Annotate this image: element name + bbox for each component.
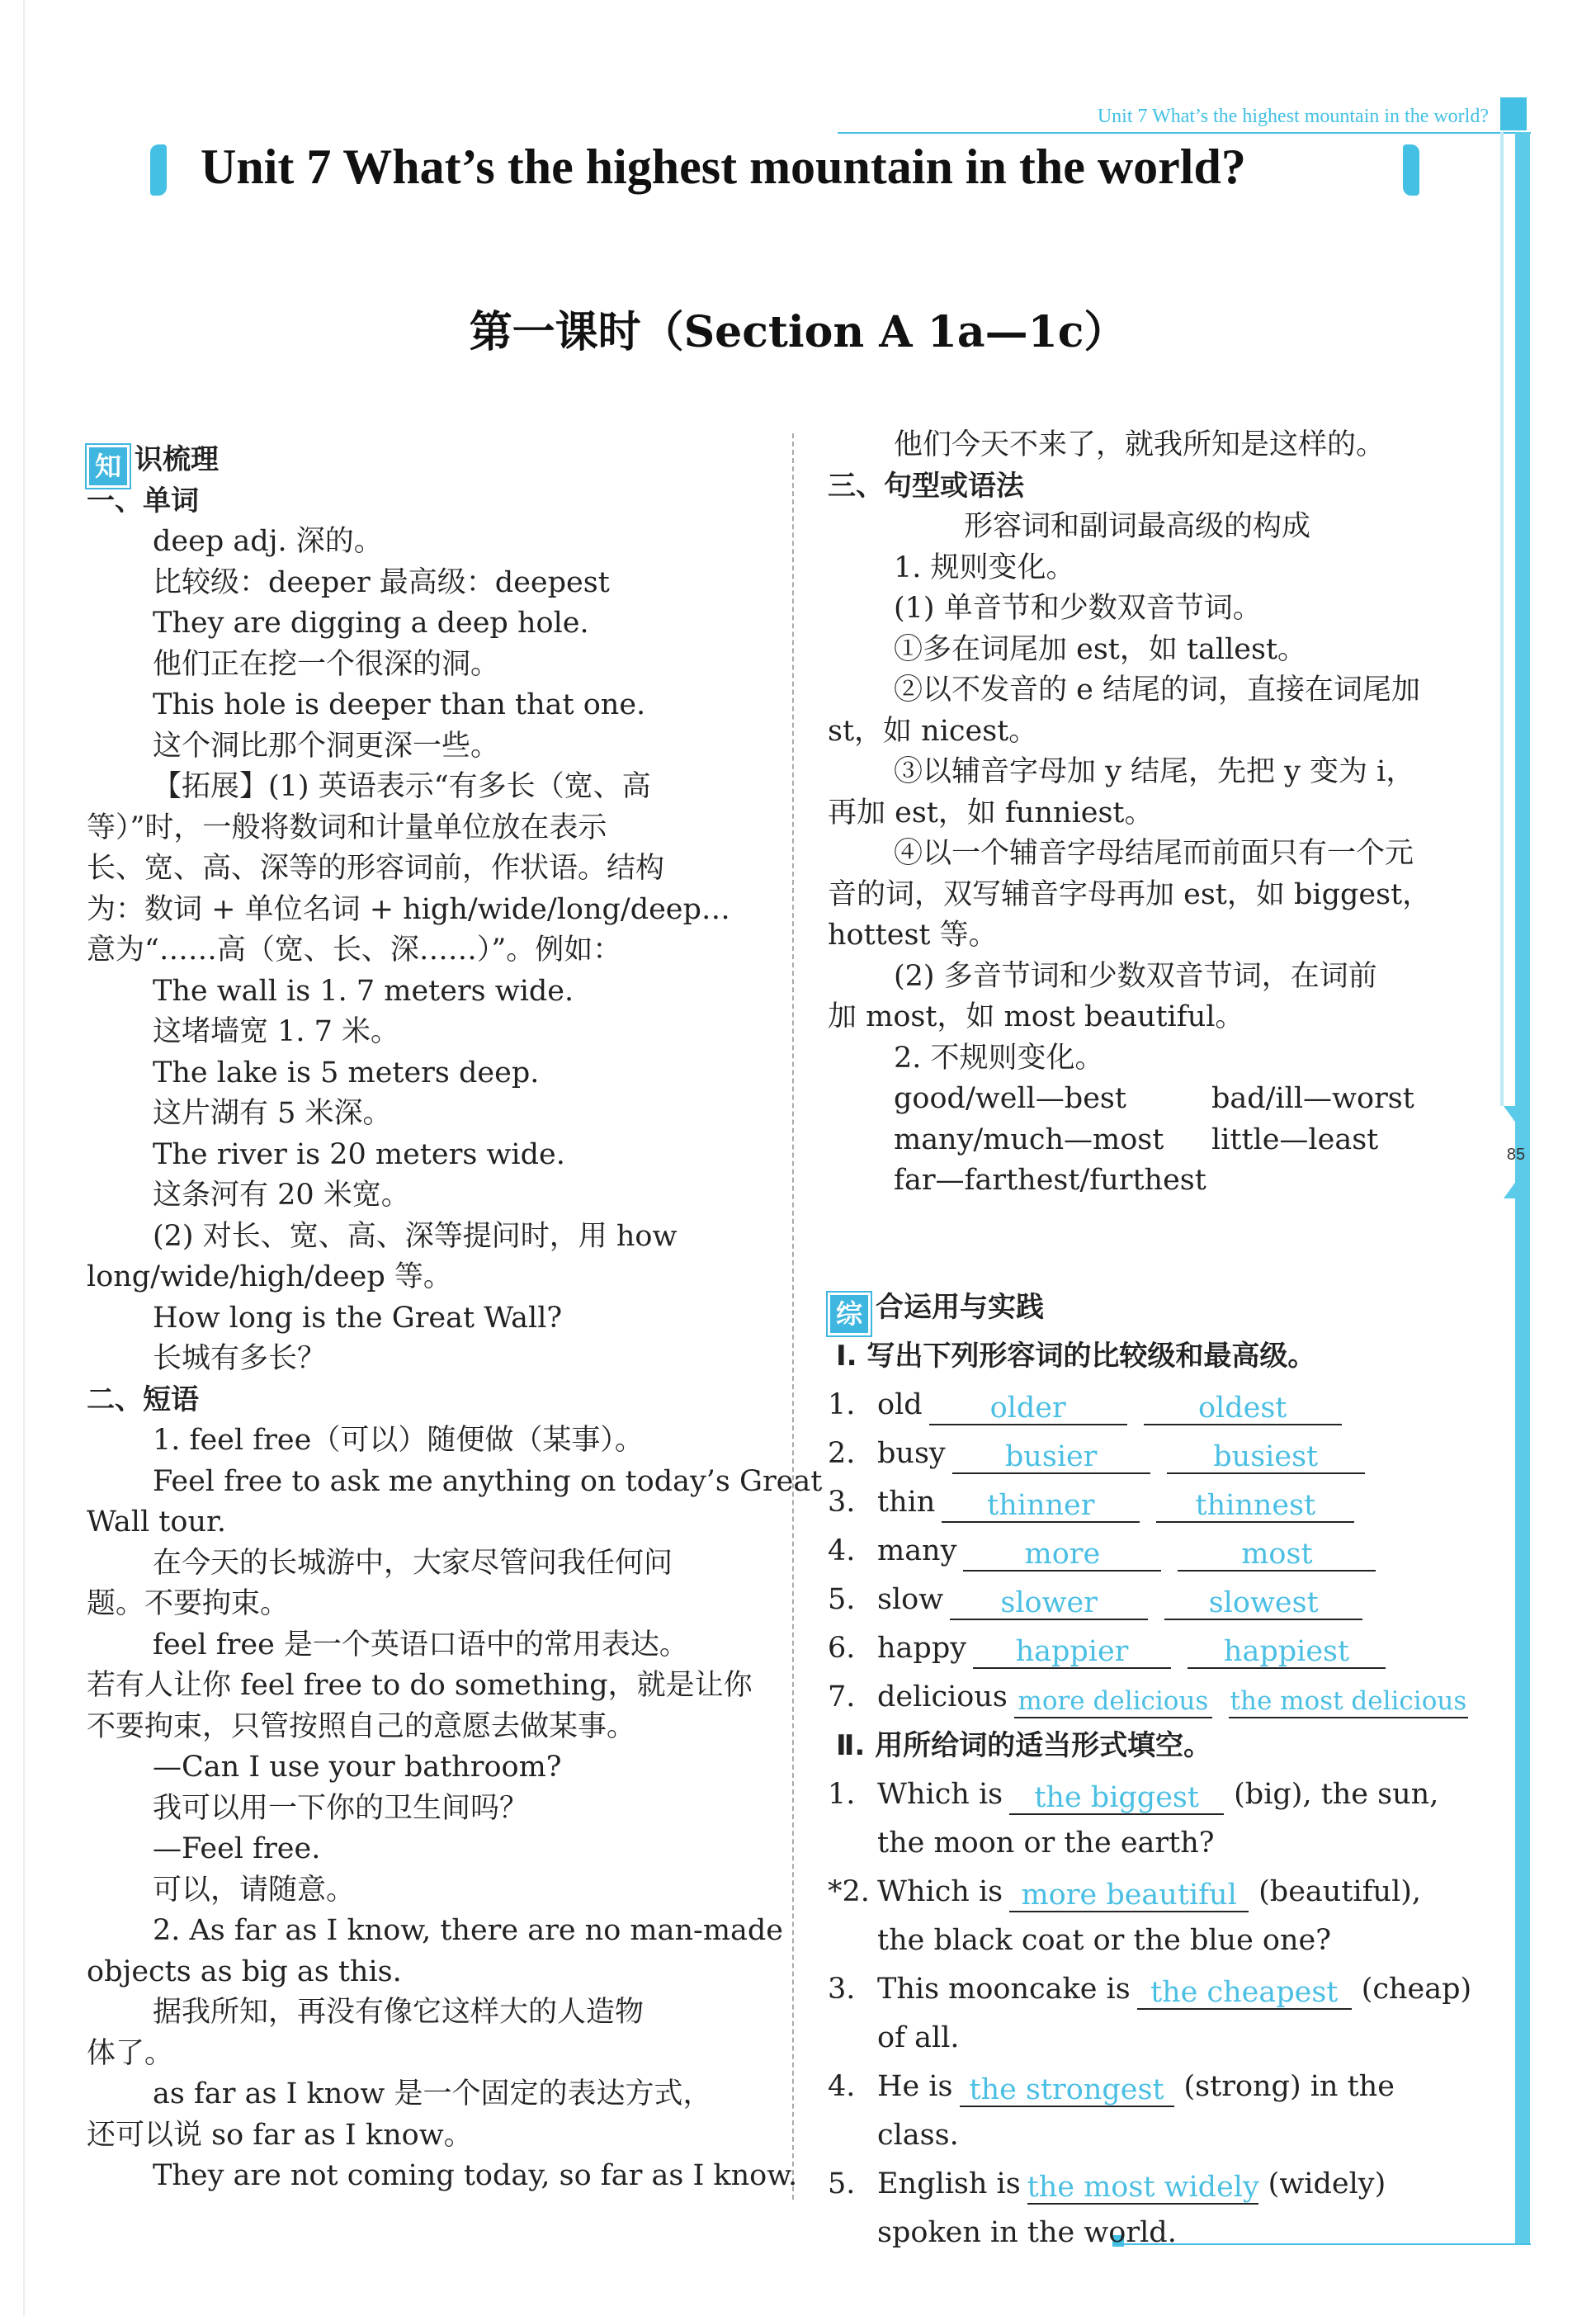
item-number: 5.: [828, 1583, 856, 1616]
text-line: 【拓展】(1) 英语表示“有多长（宽、高: [153, 770, 651, 803]
text-line: 意为“……高（宽、长、深……）”。例如：: [87, 933, 622, 967]
item-word: happy: [877, 1632, 966, 1665]
text-line: ④以一个辅音字母结尾而前面只有一个元: [894, 837, 1414, 870]
text-line: 1. 规则变化。: [894, 551, 1075, 584]
text-line: 音的词，双写辅音字母再加 est，如 biggest，: [828, 877, 1432, 911]
item-text: This mooncake is: [877, 1973, 1131, 2006]
item-text: Which is: [877, 1778, 1003, 1811]
ex2-item-cont: the moon or the earth?: [877, 1827, 1215, 1860]
text-line: 在今天的长城游中，大家尽管问我任何问: [153, 1546, 673, 1580]
item-number: 4.: [828, 1534, 856, 1567]
text-line: hottest 等。: [828, 919, 998, 952]
ex2-item: [828, 1770, 1496, 1819]
page-number: 85: [1506, 1146, 1526, 1164]
exercise-2-title: Ⅱ. 用所给词的适当形式填空。: [836, 1729, 1212, 1762]
text-line: 为：数词 + 单位名词 + high/wide/long/deep…: [87, 892, 730, 926]
practice-heading-text: 合运用与实践: [876, 1291, 1044, 1324]
ex1-item: [828, 1576, 1496, 1624]
item-word: many: [877, 1534, 957, 1567]
text-line: 等）”时，一般将数词和计量单位放在表示: [87, 811, 607, 844]
item-number: 6.: [828, 1632, 856, 1665]
ex2-item-cont: the black coat or the blue one?: [877, 1924, 1332, 1957]
text-line: 题。不要拘束。: [87, 1587, 290, 1620]
answer-blank[interactable]: more beautiful: [1009, 1879, 1249, 1912]
answer-blank[interactable]: more: [963, 1538, 1161, 1572]
text-line: (2) 多音节词和少数双音节词，在词前: [894, 959, 1377, 993]
answer-blank[interactable]: the cheapest: [1137, 1977, 1352, 2010]
answer-blank[interactable]: thinner: [942, 1490, 1140, 1523]
text-line: 1. feel free（可以）随便做（某事）。: [153, 1424, 644, 1457]
page-number-notch-top: [1504, 1106, 1530, 1124]
text-line: 这个洞比那个洞更深一些。: [153, 729, 500, 763]
subheading-words: 一、单词: [87, 484, 199, 518]
item-text: (beautiful),: [1258, 1875, 1422, 1908]
ex1-item: [828, 1381, 1496, 1430]
text-line: They are digging a deep hole.: [153, 607, 589, 640]
item-word: slow: [877, 1583, 944, 1616]
irregular-pair-row: [828, 1120, 1496, 1161]
item-number: 1.: [828, 1388, 856, 1421]
item-text: Which is: [877, 1875, 1003, 1908]
text-line: (2) 对长、宽、高、深等提问时，用 how: [153, 1219, 678, 1253]
item-text: (cheap): [1361, 1973, 1472, 2006]
header-rule: [838, 132, 1531, 134]
unit-title: Unit 7 What’s the highest mountain in the world?: [201, 139, 1246, 194]
right-column: [828, 425, 1496, 1202]
text-line: —Can I use your bathroom?: [153, 1751, 562, 1784]
answer-blank[interactable]: the most widely: [1027, 2171, 1259, 2204]
text-line: 再加 est，如 funniest。: [828, 796, 1154, 830]
text-line: 长城有多长？: [153, 1342, 327, 1375]
text-line: 我可以用一下你的卫生间吗？: [153, 1791, 529, 1825]
section-title: 第一课时（Section A 1a—1c）: [469, 307, 1127, 357]
practice-badge: 综: [828, 1293, 871, 1335]
answer-blank[interactable]: happiest: [1188, 1636, 1386, 1669]
ex2-item-cont: spoken in the world.: [877, 2216, 1177, 2249]
irregular-form: bad/ill—worst: [1211, 1082, 1414, 1115]
knowledge-badge: 知: [87, 445, 130, 488]
text-line: st，如 nicest。: [828, 714, 1038, 748]
text-line: 形容词和副词最高级的构成: [964, 510, 1311, 543]
answer-blank[interactable]: the most delicious: [1229, 1685, 1468, 1718]
ex1-item: [828, 1478, 1496, 1527]
text-line: 还可以说 so far as I know。: [87, 2118, 473, 2152]
text-line: 据我所知，再没有像它这样大的人造物: [153, 1996, 645, 2029]
item-word: delicious: [877, 1680, 1008, 1713]
item-number: 7.: [828, 1680, 856, 1713]
item-text: (strong) in the: [1183, 2070, 1395, 2103]
ex1-item: [828, 1527, 1496, 1576]
item-word: old: [877, 1388, 923, 1421]
irregular-form: many/much—most: [894, 1123, 1164, 1156]
item-number: *2.: [828, 1875, 870, 1908]
text-line: 这堵墙宽 1. 7 米。: [153, 1015, 400, 1048]
answer-blank[interactable]: thinnest: [1156, 1490, 1354, 1523]
ex2-item: [828, 1965, 1496, 2014]
text-line: The river is 20 meters wide.: [153, 1137, 565, 1171]
text-line: The wall is 1. 7 meters wide.: [153, 974, 574, 1008]
text-line: ②以不发音的 e 结尾的词，直接在词尾加: [894, 674, 1420, 707]
exercise-1-title: Ⅰ. 写出下列形容词的比较级和最高级。: [836, 1340, 1316, 1373]
text-line: Wall tour.: [87, 1505, 227, 1538]
item-text: (big), the sun,: [1234, 1778, 1439, 1811]
column-divider: [792, 433, 794, 2200]
ex2-item: [828, 2160, 1496, 2209]
ex2-item: [828, 1868, 1496, 1917]
item-number: 4.: [828, 2070, 856, 2103]
text-line: 若有人让你 feel free to do something，就是让你: [87, 1669, 753, 1702]
answer-blank[interactable]: happier: [973, 1636, 1171, 1669]
subheading-phrases: 二、短语: [87, 1383, 199, 1416]
ex2-item: [828, 2063, 1496, 2111]
answer-blank[interactable]: more delicious: [1014, 1685, 1212, 1718]
irregular-form: good/well—best: [894, 1082, 1126, 1115]
knowledge-heading-text: 识梳理: [135, 443, 219, 476]
text-line: 长、宽、高、深等的形容词前，作状语。结构: [87, 852, 665, 885]
item-word: busy: [877, 1437, 946, 1470]
title-bracket-right: [1403, 144, 1419, 196]
text-line: 2. As far as I know, there are no man-made: [153, 1914, 784, 1947]
text-line: 2. 不规则变化。: [894, 1041, 1104, 1075]
answer-blank[interactable]: busiest: [1167, 1441, 1365, 1474]
side-margin-bar-inner: [1500, 132, 1504, 1106]
text-line: Feel free to ask me anything on today’s Great: [153, 1464, 823, 1498]
answer-blank[interactable]: busier: [952, 1441, 1150, 1474]
answer-blank[interactable]: the biggest: [1009, 1782, 1224, 1815]
item-number: 5.: [828, 2167, 856, 2200]
practice-section: [828, 1283, 1496, 2257]
text-line: ③以辅音字母加 y 结尾，先把 y 变为 i，: [894, 755, 1415, 788]
text-line: The lake is 5 meters deep.: [153, 1056, 540, 1089]
text-line: feel free 是一个英语口语中的常用表达。: [153, 1628, 688, 1661]
item-word: thin: [877, 1486, 936, 1519]
running-head: Unit 7 What’s the highest mountain in the world?: [1097, 106, 1489, 127]
text-line: 他们正在挖一个很深的洞。: [153, 647, 500, 681]
text-line: How long is the Great Wall?: [153, 1301, 563, 1335]
item-number: 3.: [828, 1973, 856, 2006]
text-line: 可以，请随意。: [153, 1873, 356, 1907]
title-bracket-left: [150, 144, 167, 196]
text-line: This hole is deeper than that one.: [153, 688, 646, 721]
answer-blank[interactable]: oldest: [1144, 1392, 1342, 1425]
text-line: 他们今天不来了，就我所知是这样的。: [894, 428, 1386, 461]
page-number-notch-bottom: [1504, 1180, 1530, 1198]
text-line: as far as I know 是一个固定的表达方式，: [153, 2077, 712, 2110]
item-number: 1.: [828, 1778, 856, 1811]
text-line: 比较级：deeper 最高级：deepest: [153, 565, 610, 599]
text-line: far—farthest/furthest: [894, 1164, 1206, 1197]
answer-blank[interactable]: slowest: [1164, 1587, 1362, 1620]
text-line: 加 most，如 most beautiful。: [828, 1000, 1244, 1033]
text-line: long/wide/high/deep 等。: [87, 1260, 452, 1293]
item-text: (widely): [1268, 2167, 1386, 2200]
knowledge-heading: [87, 440, 755, 481]
text-line: They are not coming today, so far as I know.: [153, 2159, 798, 2192]
item-text: English is: [877, 2167, 1021, 2200]
text-line: 体了。: [87, 2036, 174, 2070]
irregular-pair-row: [828, 1079, 1496, 1120]
answer-blank[interactable]: most: [1178, 1538, 1376, 1572]
practice-heading: [828, 1283, 1496, 1332]
ex1-item: [828, 1430, 1496, 1478]
ex1-item: [828, 1673, 1496, 1722]
text-line: 不要拘束，只管按照自己的意愿去做某事。: [87, 1709, 636, 1743]
text-line: ①多在词尾加 est，如 tallest。: [894, 632, 1307, 666]
irregular-form: little—least: [1211, 1123, 1379, 1156]
left-column: [87, 440, 823, 2197]
text-line: —Feel free.: [153, 1832, 321, 1865]
item-text: He is: [877, 2070, 953, 2103]
text-line: deep adj. 深的。: [153, 525, 383, 558]
text-line: objects as big as this.: [87, 1954, 402, 1988]
text-line: 这条河有 20 米宽。: [153, 1179, 410, 1212]
text-line: 这片湖有 5 米深。: [153, 1097, 392, 1130]
header-tab: [1500, 97, 1527, 130]
ex2-item-cont: class.: [877, 2119, 959, 2152]
answer-blank[interactable]: slower: [950, 1587, 1148, 1620]
subheading-grammar: 三、句型或语法: [828, 469, 1024, 503]
item-number: 2.: [828, 1437, 856, 1470]
text-line: (1) 单音节和少数双音节词。: [894, 592, 1262, 625]
answer-blank[interactable]: the strongest: [960, 2074, 1174, 2107]
item-number: 3.: [828, 1486, 856, 1519]
ex1-item: [828, 1624, 1496, 1673]
answer-blank[interactable]: older: [929, 1392, 1127, 1425]
ex2-item-cont: of all.: [877, 2021, 960, 2054]
